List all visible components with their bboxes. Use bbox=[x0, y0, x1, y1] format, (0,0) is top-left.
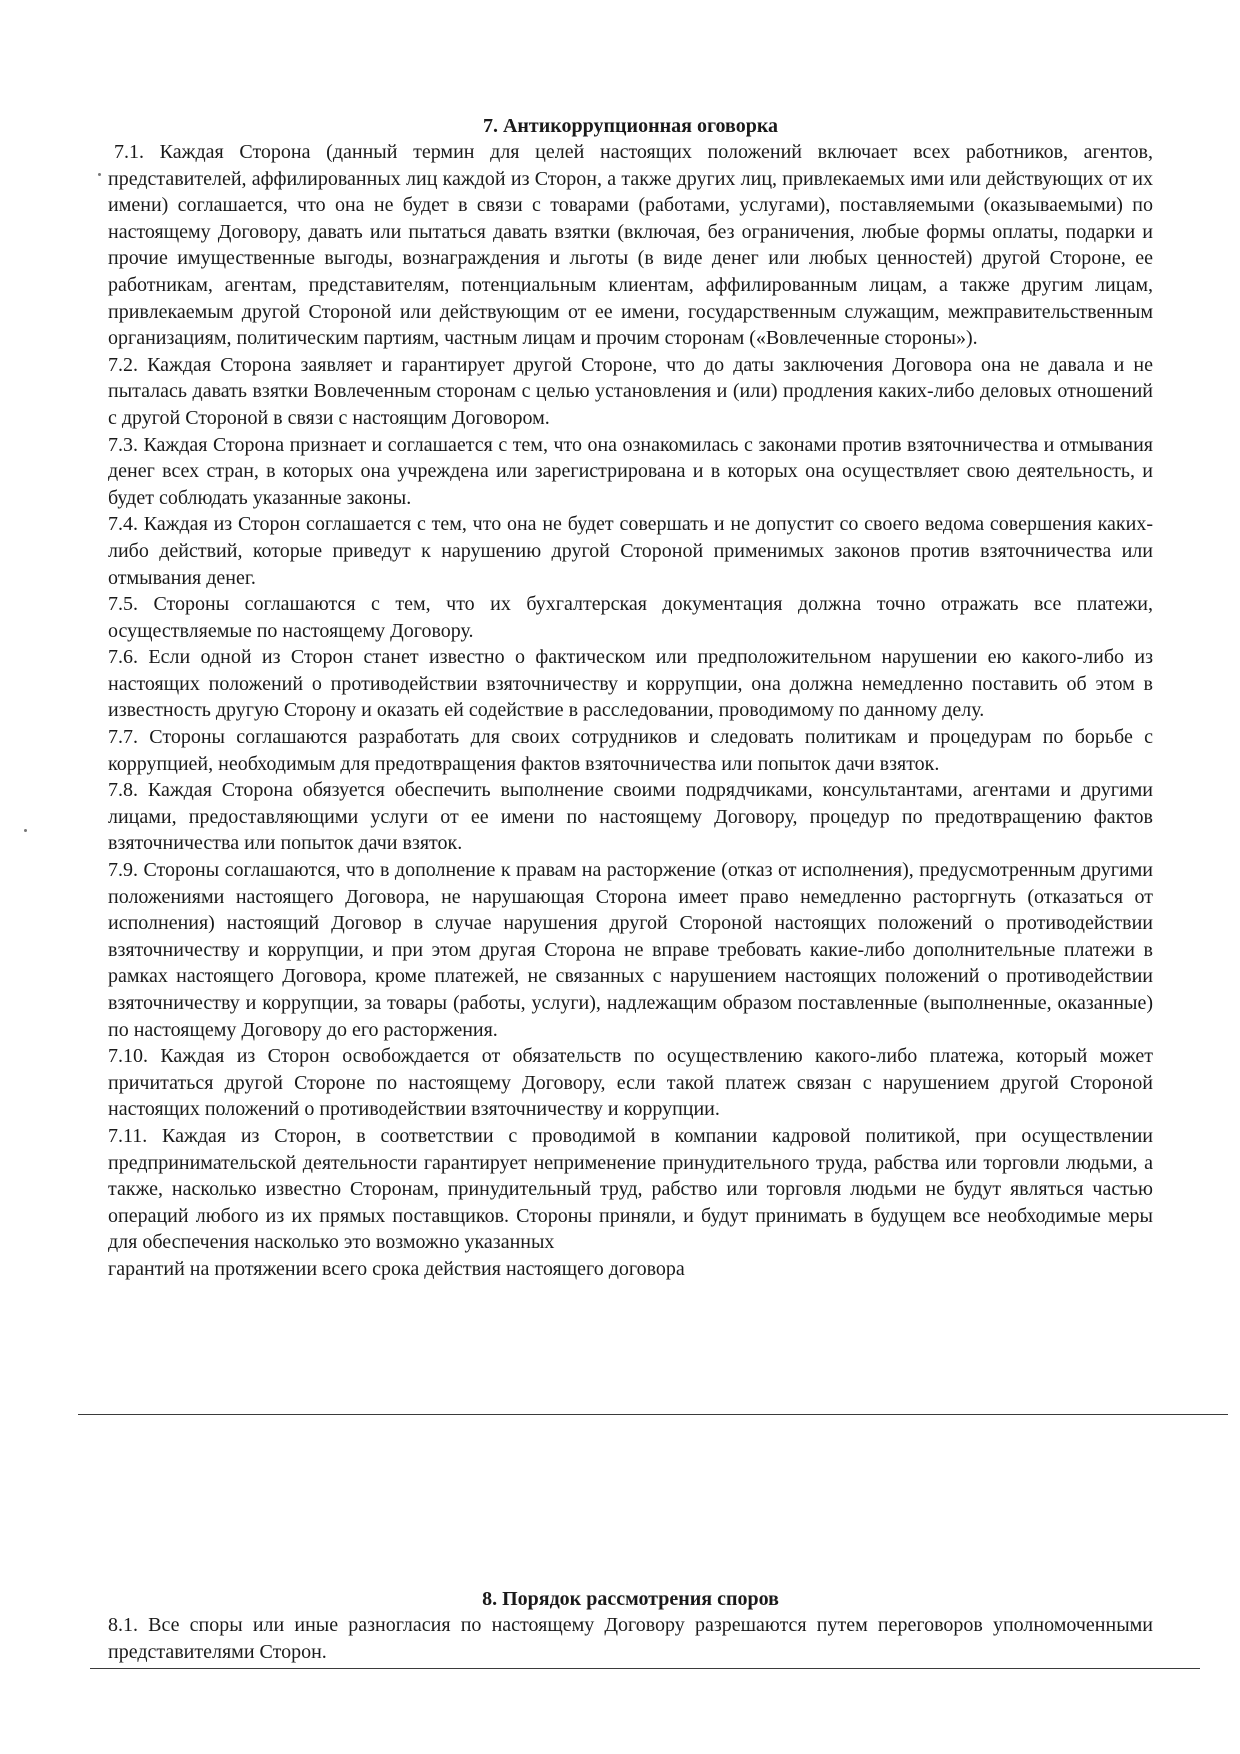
clause-8-1: 8.1. Все споры или иные разногласия по настоящему Договору разрешаются путем переговоров уполномоченными представителями Сторон. bbox=[108, 1614, 1153, 1663]
scan-artifact-line bbox=[90, 1668, 1200, 1669]
clause-7-11-tail: гарантий на протяжении всего срока действия настоящего договора bbox=[108, 1257, 685, 1280]
section-7-title: 7. Антикоррупционная оговорка bbox=[482, 115, 779, 137]
clause-7-6: 7.6. Если одной из Сторон станет известно о фактическом или предположительном нарушении ею какого-либо из настоящих положений о противодействии взяточничеству и коррупции, она должна немедленно поставить об этом в известность другую Сторону и оказать ей содействие в расследовании, проводимому по данному делу. bbox=[108, 646, 1153, 722]
section-7 bbox=[108, 113, 1153, 1283]
clause-7-10: 7.10. Каждая из Сторон освобождается от обязательств по осуществлению какого-либо платежа, который может причитаться другой Стороне по настоящему Договору, если такой платеж связан с нарушением другой Стороной настоящих положений о противодействии взяточничеству и коррупции. bbox=[108, 1045, 1153, 1121]
clause-7-2: 7.2. Каждая Сторона заявляет и гарантирует другой Стороне, что до даты заключения Договора она не давала и не пыталась давать взятки Вовлеченным сторонам с целью установления и (или) продления каких-либо деловых отношений с другой Стороной в связи с настоящим Договором. bbox=[108, 353, 1153, 429]
clause-7-5: 7.5. Стороны соглашаются с тем, что их бухгалтерская документация должна точно отражать все платежи, осуществляемые по настоящему Договору. bbox=[108, 593, 1153, 642]
clause-7-11: 7.11. Каждая из Сторон, в соответствии с проводимой в компании кадровой политикой, при осуществлении предпринимательской деятельности гарантирует неприменение принудительного труда, рабства или торговли людьми, а также, насколько известно Сторонам, принудительный труд, рабство или торговля людьми не будут являться частью операций любого из их прямых поставщиков. Стороны приняли, и будут принимать в будущем все необходимые меры для обеспечения насколько это возможно указанных bbox=[108, 1124, 1153, 1254]
clause-7-9: 7.9. Стороны соглашаются, что в дополнение к правам на расторжение (отказ от исполнения), предусмотренным другими положениями настоящего Договора, не нарушающая Сторона имеет право немедленно расторгнуть (отказаться от исполнения) настоящий Договор в случае нарушения другой Стороной настоящих положений о противодействии взяточничеству и коррупции, и при этом другая Сторона не вправе требовать какие-либо дополнительные платежи в рамках настоящего Договора, кроме платежей, не связанных с нарушением настоящих положений о противодействии взяточничеству и коррупции, за товары (работы, услуги), надлежащим образом поставленные (выполненные, оказанные) по настоящему Договору до его расторжения. bbox=[108, 859, 1153, 1041]
section-8-title: 8. Порядок рассмотрения споров bbox=[482, 1588, 779, 1610]
clause-7-7: 7.7. Стороны соглашаются разработать для своих сотрудников и следовать политикам и процедурам по борьбе с коррупцией, необходимым для предотвращения фактов взяточничества или попыток дачи взяток. bbox=[108, 726, 1153, 775]
scan-speck bbox=[24, 829, 27, 832]
clause-7-1: 7.1. Каждая Сторона (данный термин для целей настоящих положений включает всех работников, агентов, представителей, аффилированных лиц каждой из Сторон, а также других лиц, привлекаемых ими или действующих от их имени) соглашается, что она не будет в связи с товарами (работами, услугами), поставляемыми (оказываемыми) по настоящему Договору, давать или пытаться давать взятки (включая, без ограничения, любые формы оплаты, подарки и прочие имущественные выгоды, вознаграждения и льготы (в виде денег или любых ценностей) другой Стороне, ее работникам, агентам, представителям, потенциальным клиентам, аффилированным лицам, а также другим лицам, привлекаемым другой Стороной или действующим от ее имени, государственным служащим, межправительственным организациям, политическим партиям, частным лицам и прочим сторонам («Вовлеченные стороны»). bbox=[108, 141, 1153, 350]
clause-7-4: 7.4. Каждая из Сторон соглашается с тем, что она не будет совершать и не допустит со своего ведома совершения каких-либо действий, которые приведут к нарушению другой Стороной применимых законов против взяточничества или отмывания денег. bbox=[108, 513, 1153, 589]
scan-artifact-line bbox=[78, 1414, 1228, 1415]
scan-speck bbox=[98, 173, 101, 176]
section-8 bbox=[108, 1586, 1153, 1665]
clause-7-8: 7.8. Каждая Сторона обязуется обеспечить выполнение своими подрядчиками, консультантами, агентами и другими лицами, предоставляющими услуги от ее имени по настоящему Договору, процедур по предотвращению фактов взяточничества или попыток дачи взяток. bbox=[108, 779, 1153, 855]
clause-7-3: 7.3. Каждая Сторона признает и соглашается с тем, что она ознакомилась с законами против взяточничества и отмывания денег всех стран, в которых она учреждена или зарегистрирована и в которых она осуществляет свою деятельность, и будет соблюдать указанные законы. bbox=[108, 433, 1153, 509]
